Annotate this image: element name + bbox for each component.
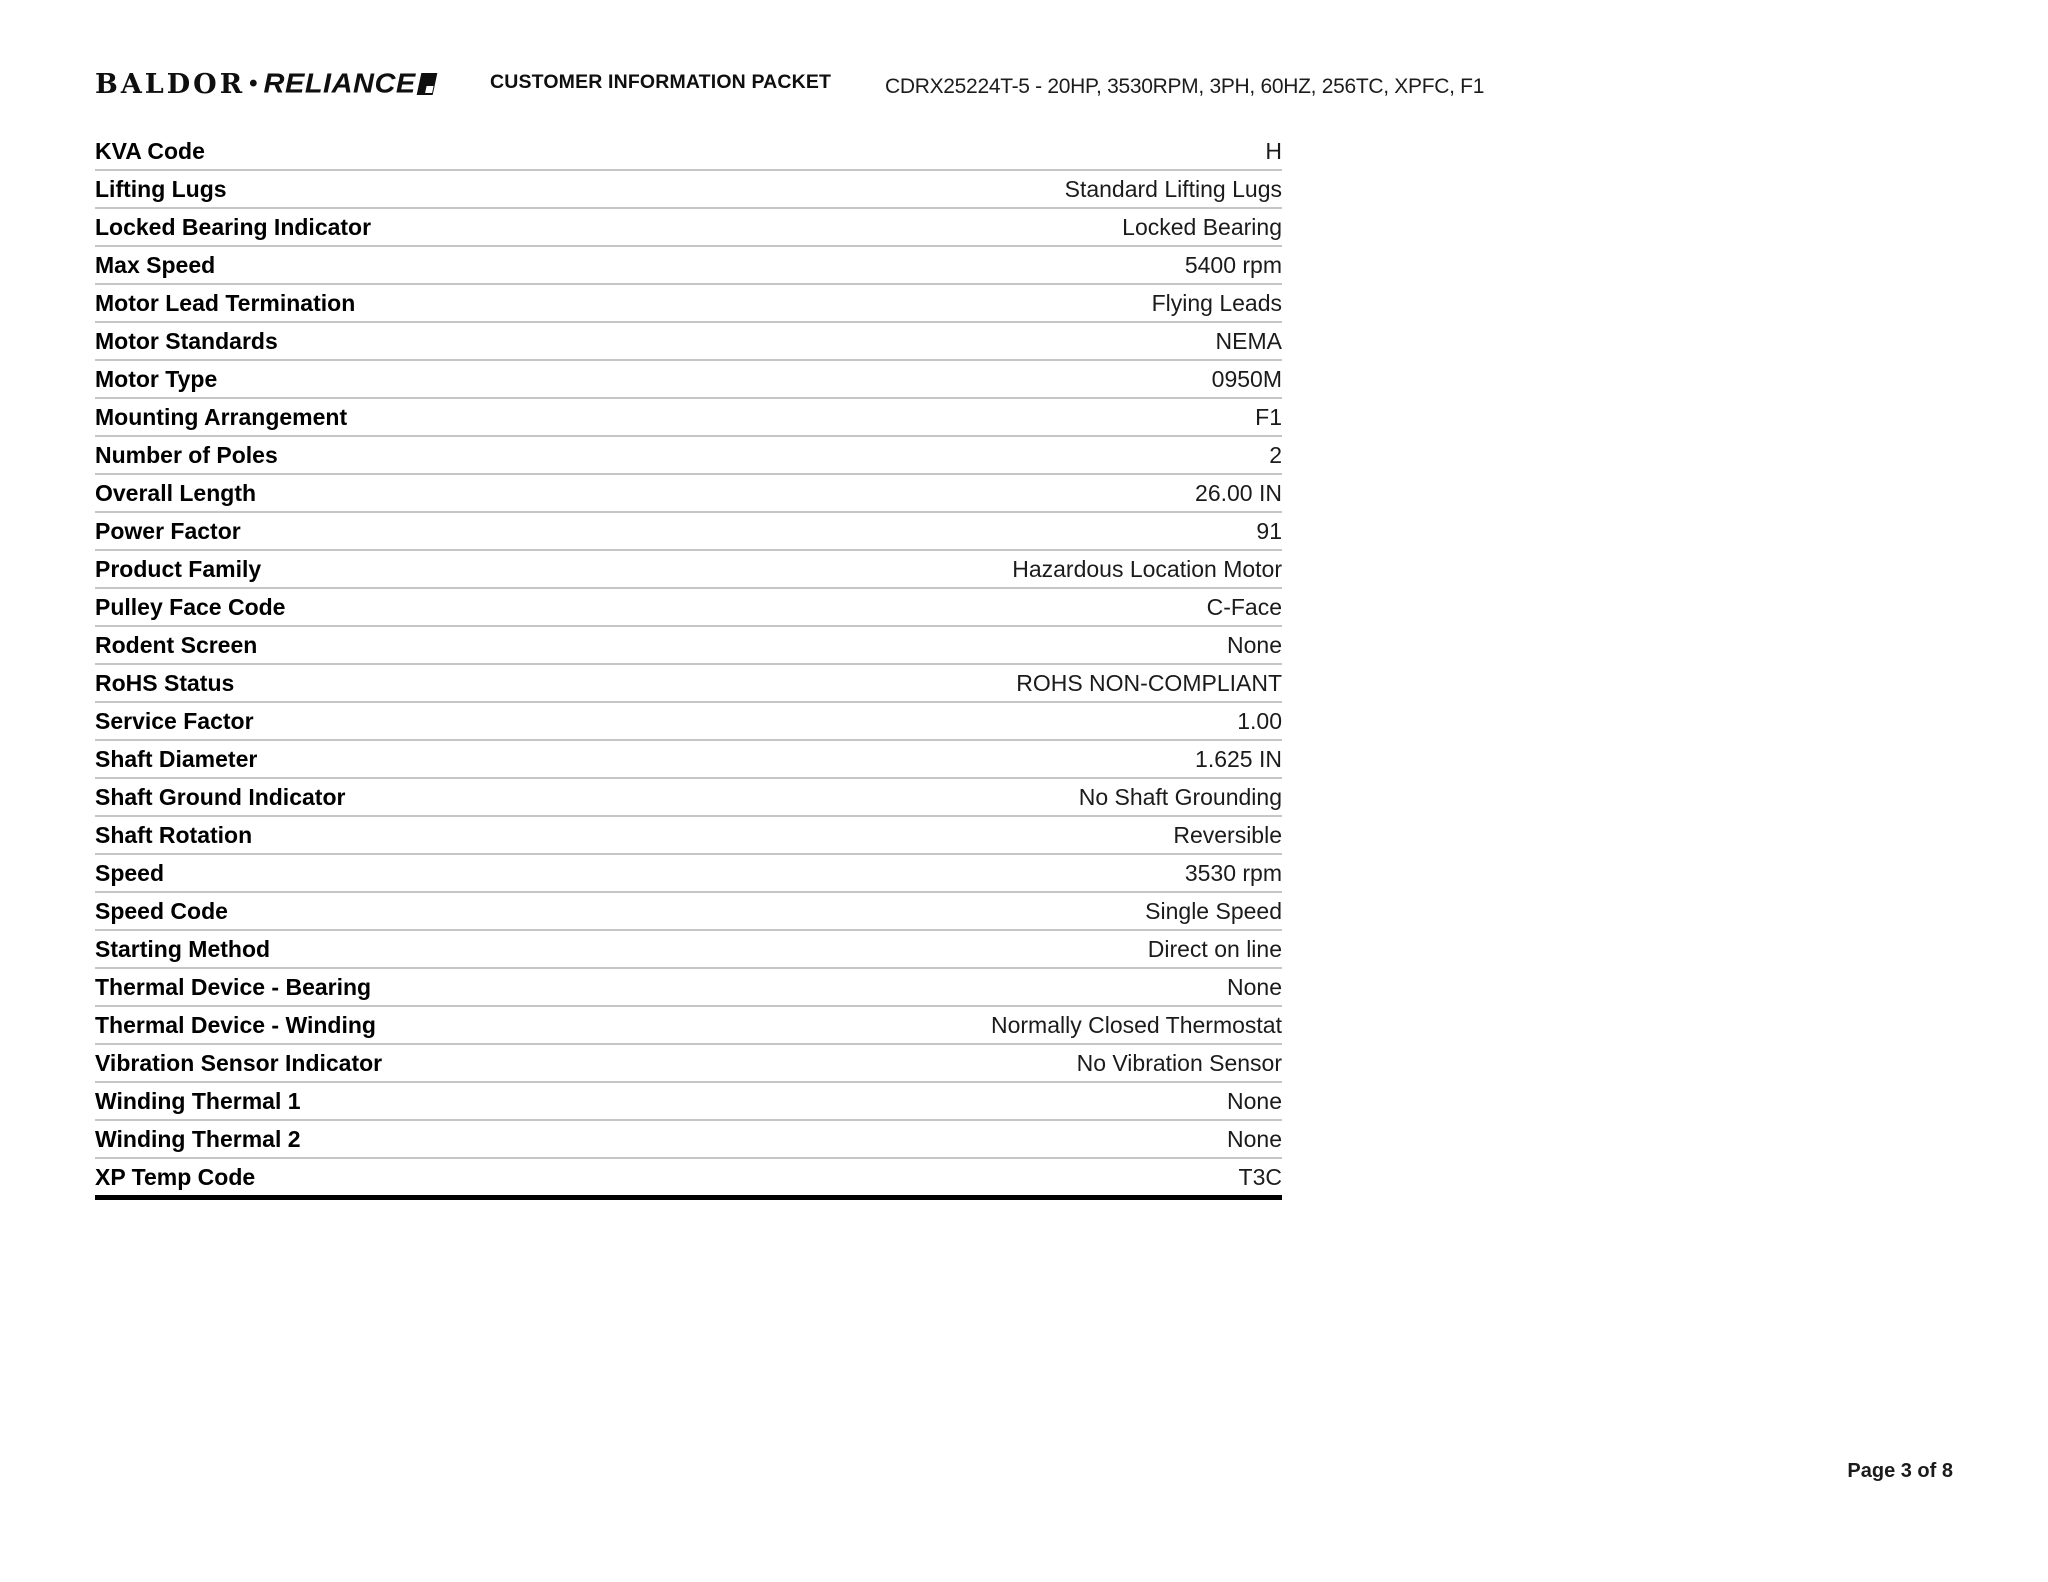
row-value: Single Speed <box>1145 897 1282 924</box>
row-value: 3530 rpm <box>1184 859 1282 886</box>
table-row <box>95 1083 1282 1121</box>
table-row <box>95 969 1282 1007</box>
table-row <box>95 817 1282 855</box>
table-row <box>95 1159 1282 1195</box>
row-label: Product Family <box>95 555 262 582</box>
row-value: NEMA <box>1215 327 1282 354</box>
row-value: None <box>1227 1125 1282 1152</box>
logo-baldor-text: BALDOR <box>95 68 246 100</box>
table-row <box>95 209 1282 247</box>
row-value: 26.00 IN <box>1195 479 1282 506</box>
row-label: Motor Lead Termination <box>95 289 356 316</box>
row-label: Winding Thermal 2 <box>95 1125 301 1152</box>
row-value: Direct on line <box>1147 935 1282 962</box>
row-value: Standard Lifting Lugs <box>1064 175 1282 202</box>
row-value: 0950M <box>1211 365 1282 392</box>
row-label: Mounting Arrangement <box>95 403 348 430</box>
table-row <box>95 741 1282 779</box>
row-value: 1.625 IN <box>1195 745 1282 772</box>
product-spec-line: CDRX25224T-5 - 20HP, 3530RPM, 3PH, 60HZ, 256TC, XPFC, F1 <box>885 75 1485 98</box>
row-value: ROHS NON-COMPLIANT <box>1016 669 1282 696</box>
row-label: Shaft Diameter <box>95 745 258 772</box>
row-value: Hazardous Location Motor <box>1012 555 1282 582</box>
row-label: Locked Bearing Indicator <box>95 213 372 240</box>
table-row <box>95 551 1282 589</box>
row-label: Speed Code <box>95 897 228 924</box>
table-row <box>95 247 1282 285</box>
row-label: Lifting Lugs <box>95 175 227 202</box>
row-label: Power Factor <box>95 517 241 544</box>
table-row <box>95 171 1282 209</box>
table-row <box>95 513 1282 551</box>
table-row <box>95 627 1282 665</box>
row-value: Normally Closed Thermostat <box>990 1011 1282 1038</box>
page-header <box>0 66 2048 106</box>
table-row <box>95 323 1282 361</box>
row-value: Reversible <box>1173 821 1282 848</box>
row-label: Rodent Screen <box>95 631 258 658</box>
table-row <box>95 1007 1282 1045</box>
row-value: 5400 rpm <box>1184 251 1282 278</box>
row-value: None <box>1227 631 1282 658</box>
row-value: None <box>1227 973 1282 1000</box>
row-value: 1.00 <box>1237 707 1282 734</box>
row-value: No Vibration Sensor <box>1076 1049 1282 1076</box>
row-value: Flying Leads <box>1151 289 1282 316</box>
row-value: 91 <box>1256 517 1282 544</box>
table-row <box>95 399 1282 437</box>
row-value: No Shaft Grounding <box>1078 783 1282 810</box>
logo-dot-separator: • <box>249 70 258 97</box>
table-row <box>95 475 1282 513</box>
row-value: C-Face <box>1206 593 1282 620</box>
row-value: F1 <box>1255 403 1282 430</box>
row-label: Starting Method <box>95 935 271 962</box>
spec-table <box>95 133 1282 1200</box>
row-label: Vibration Sensor Indicator <box>95 1049 383 1076</box>
row-value: Locked Bearing <box>1122 213 1282 240</box>
table-row <box>95 285 1282 323</box>
table-row <box>95 855 1282 893</box>
table-row <box>95 133 1282 171</box>
row-value: H <box>1265 137 1282 164</box>
row-label: Number of Poles <box>95 441 278 468</box>
logo-reliance-text: RELIANCE <box>263 68 416 99</box>
table-row <box>95 893 1282 931</box>
table-row <box>95 1121 1282 1159</box>
row-label: Shaft Ground Indicator <box>95 783 346 810</box>
row-label: Shaft Rotation <box>95 821 253 848</box>
row-label: Thermal Device - Bearing <box>95 973 372 1000</box>
row-value: T3C <box>1238 1163 1282 1190</box>
row-label: XP Temp Code <box>95 1163 256 1190</box>
row-label: Max Speed <box>95 251 216 278</box>
row-label: KVA Code <box>95 137 205 164</box>
table-row <box>95 437 1282 475</box>
table-row <box>95 361 1282 399</box>
page-number: Page 3 of 8 <box>1847 1460 1953 1482</box>
row-value: None <box>1227 1087 1282 1114</box>
row-label: Thermal Device - Winding <box>95 1011 376 1038</box>
table-row <box>95 779 1282 817</box>
row-label: Motor Type <box>95 365 218 392</box>
document-title: CUSTOMER INFORMATION PACKET <box>490 71 832 93</box>
table-row <box>95 665 1282 703</box>
row-label: Overall Length <box>95 479 257 506</box>
row-label: Pulley Face Code <box>95 593 286 620</box>
table-row <box>95 703 1282 741</box>
table-row <box>95 931 1282 969</box>
row-label: Speed <box>95 859 165 886</box>
row-label: Winding Thermal 1 <box>95 1087 301 1114</box>
row-label: Motor Standards <box>95 327 278 354</box>
table-row <box>95 589 1282 627</box>
row-label: Service Factor <box>95 707 254 734</box>
baldor-reliance-logo <box>95 66 435 102</box>
row-label: RoHS Status <box>95 669 235 696</box>
row-value: 2 <box>1269 441 1282 468</box>
reliance-logo-mark-icon <box>416 73 437 95</box>
table-row <box>95 1045 1282 1083</box>
